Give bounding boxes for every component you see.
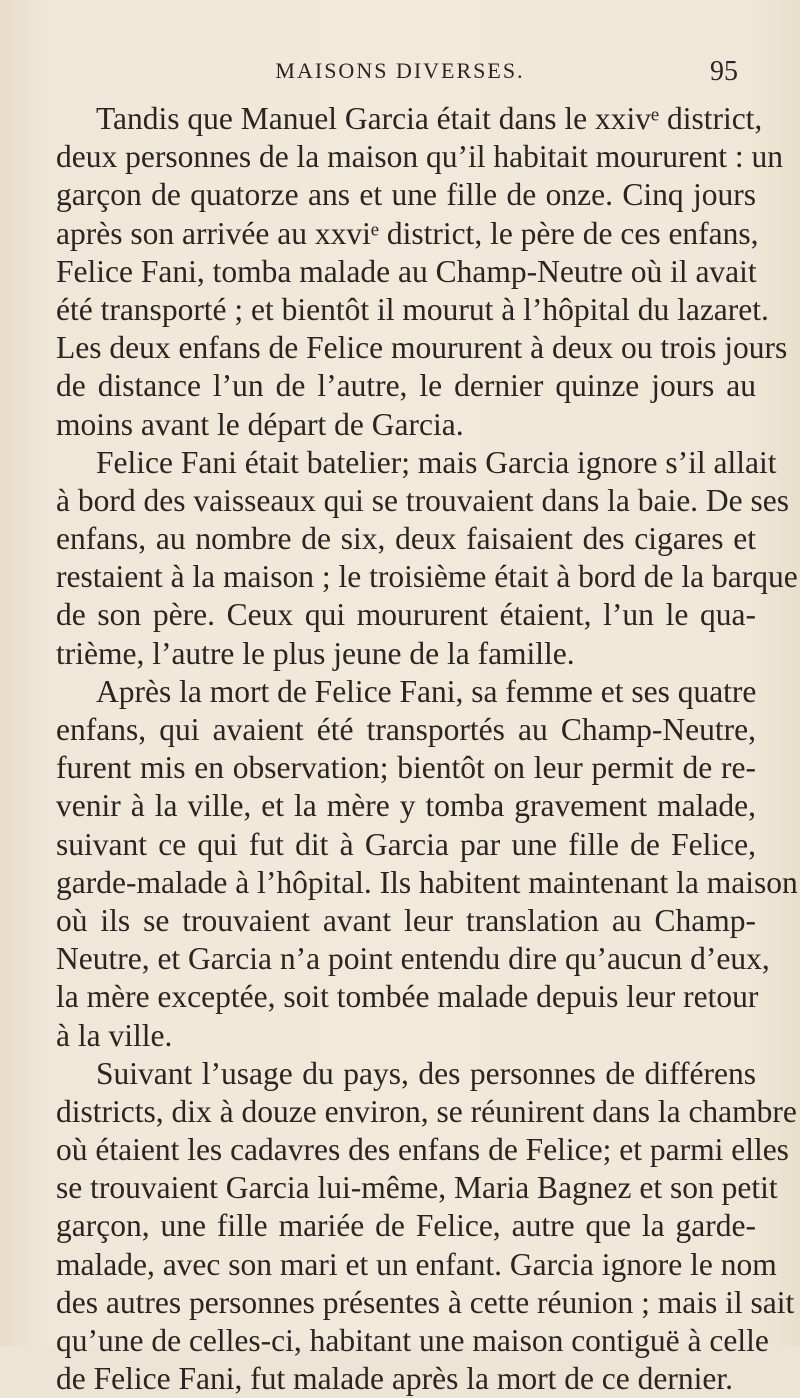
text-line: enfans, qui avaient été transportés au Champ-Neutre, xyxy=(56,712,756,747)
text-line: garçon de quatorze ans et une fille de onze. Cinq jours xyxy=(56,177,756,213)
text-line: Les deux enfans de Felice moururent à deux ou trois jours xyxy=(56,330,788,366)
text-line: garde-malade à l’hôpital. Ils habitent maintenant la maison xyxy=(56,864,798,900)
text-line: où étaient les cadavres des enfans de Felice; et parmi elles xyxy=(56,1132,789,1168)
text-line: malade, avec son mari et un enfant. Garcia ignore le nom xyxy=(56,1246,777,1282)
text-line: à la ville. xyxy=(56,1017,173,1053)
text-line: Felice Fani était batelier; mais Garcia ignore s’il allait xyxy=(96,444,777,480)
page-number: 95 xyxy=(710,56,738,87)
text-line: la mère exceptée, soit tombée malade depuis leur retour xyxy=(56,979,759,1015)
text-line: se trouvaient Garcia lui-même, Maria Bagnez et son petit xyxy=(56,1170,778,1206)
text-line: des autres personnes présentes à cette réunion ; mais il sait xyxy=(56,1284,795,1320)
text-line: moins avant le départ de Garcia. xyxy=(56,406,464,442)
text-line: Après la mort de Felice Fani, sa femme et ses quatre xyxy=(96,673,757,709)
text-line: deux personnes de la maison qu’il habitait moururent : un xyxy=(56,139,783,175)
text-line: de distance l’un de l’autre, le dernier quinze jours au xyxy=(56,368,756,404)
running-title: MAISONS DIVERSES. xyxy=(275,58,525,83)
text-line: garçon, une fille mariée de Felice, autre que la garde- xyxy=(56,1208,756,1244)
text-line: restaient à la maison ; le troisième était à bord de la barque xyxy=(56,559,798,595)
text-line: de son père. Ceux qui moururent étaient, l’un le qua- xyxy=(56,597,756,633)
text-line: Suivant l’usage du pays, des personnes de différens xyxy=(96,1055,756,1091)
text-line: qu’une de celles-ci, habitant une maison contiguë à celle xyxy=(56,1323,769,1358)
text-line: venir à la ville, et la mère y tomba gravement malade, xyxy=(56,788,756,824)
body-text xyxy=(56,100,798,1398)
text-line: après son arrivée au xxviᵉ district, le père de ces enfans, xyxy=(56,215,759,251)
text-line: à bord des vaisseaux qui se trouvaient dans la baie. De ses xyxy=(56,482,790,518)
text-line: de Felice Fani, fut malade après la mort de ce dernier. xyxy=(56,1361,733,1397)
text-line: Tandis que Manuel Garcia était dans le xxivᵉ district, xyxy=(96,101,763,136)
text-line: où ils se trouvaient avant leur translation au Champ- xyxy=(56,902,756,938)
text-line: Felice Fani, tomba malade au Champ-Neutre où il avait xyxy=(56,253,757,289)
text-line: suivant ce qui fut dit à Garcia par une fille de Felice, xyxy=(56,826,756,862)
text-line: furent mis en observation; bientôt on leur permit de re- xyxy=(56,750,756,786)
text-line: trième, l’autre le plus jeune de la famille. xyxy=(56,635,575,671)
text-line: été transporté ; et bientôt il mourut à l’hôpital du lazaret. xyxy=(56,291,769,327)
text-line: Neutre, et Garcia n’a point entendu dire qu’aucun d’eux, xyxy=(56,941,770,977)
running-head xyxy=(0,56,800,86)
text-line: enfans, au nombre de six, deux faisaient des cigares et xyxy=(56,521,756,557)
text-line: districts, dix à douze environ, se réunirent dans la chambre xyxy=(56,1093,797,1129)
